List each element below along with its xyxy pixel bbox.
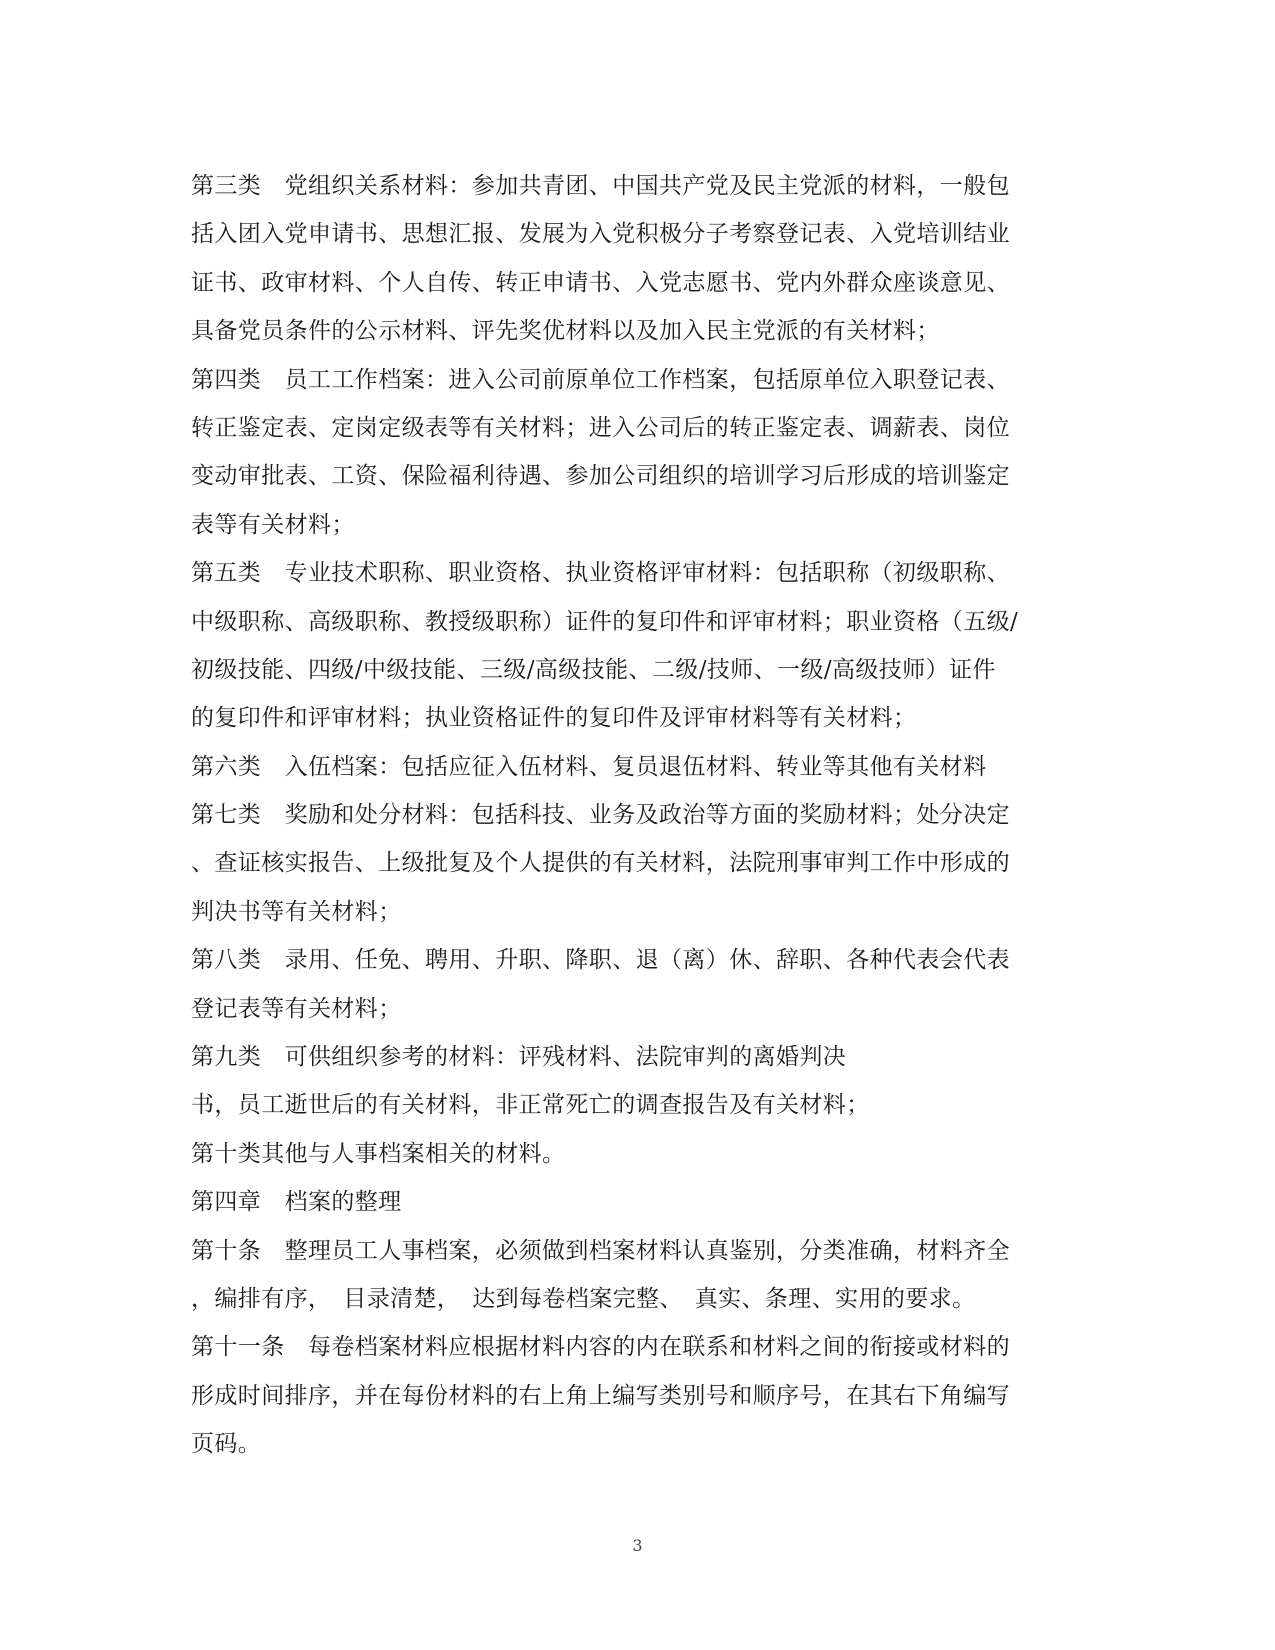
text-line: 第九类 可供组织参考的材料：评残材料、法院审判的离婚判决 — [191, 1044, 847, 1071]
text-line: 、查证核实报告、上级批复及个人提供的有关材料，法院刑事审判工作中形成的 — [191, 850, 1010, 877]
text-line: 第六类 入伍档案：包括应征入伍材料、复员退伍材料、转业等其他有关材料 — [191, 753, 987, 780]
text-line: 证书、政审材料、个人自传、转正申请书、入党志愿书、党内外群众座谈意见、 — [191, 269, 1010, 296]
text-line: 转正鉴定表、定岗定级表等有关材料；进入公司后的转正鉴定表、调薪表、岗位 — [191, 414, 1010, 441]
text-line: 第八类 录用、任免、聘用、升职、降职、退（离）休、辞职、各种代表会代表 — [191, 947, 1010, 974]
text-line: 的复印件和评审材料；执业资格证件的复印件及评审材料等有关材料； — [191, 705, 917, 732]
text-line: 变动审批表、工资、保险福利待遇、参加公司组织的培训学习后形成的培训鉴定 — [191, 463, 1010, 490]
text-line: 第十条 整理员工人事档案，必须做到档案材料认真鉴别，分类准确，材料齐全 — [191, 1237, 1010, 1264]
document-body — [191, 162, 1081, 1469]
text-line: 初级技能、四级/中级技能、三级/高级技能、二级/技师、一级/高级技师）证件 — [191, 656, 996, 683]
text-line: 中级职称、高级职称、教授级职称）证件的复印件和评审材料；职业资格（五级/ — [191, 608, 1019, 635]
text-line: 第七类 奖励和处分材料：包括科技、业务及政治等方面的奖励材料；处分决定 — [191, 802, 1010, 829]
page-number: 3 — [632, 1536, 643, 1555]
text-line: 具备党员条件的公示材料、评先奖优材料以及加入民主党派的有关材料； — [191, 318, 940, 345]
text-line: ，编排有序， 目录清楚， 达到每卷档案完整、 真实、条理、实用的要求。 — [191, 1285, 976, 1312]
text-line: 登记表等有关材料； — [191, 995, 402, 1022]
text-line: 第五类 专业技术职称、职业资格、执业资格评审材料：包括职称（初级职称、 — [191, 560, 1010, 587]
text-line: 第十类其他与人事档案相关的材料。 — [191, 1140, 566, 1167]
text-line: 第三类 党组织关系材料：参加共青团、中国共产党及民主党派的材料，一般包 — [191, 173, 1010, 199]
text-line: 页码。 — [191, 1431, 262, 1458]
text-line: 书，员工逝世后的有关材料，非正常死亡的调查报告及有关材料； — [191, 1092, 870, 1119]
text-line: 括入团入党申请书、思想汇报、发展为入党积极分子考察登记表、入党培训结业 — [191, 221, 1010, 248]
text-line: 第十一条 每卷档案材料应根据材料内容的内在联系和材料之间的衔接或材料的 — [191, 1334, 1010, 1361]
text-line: 形成时间排序，并在每份材料的右上角上编写类别号和顺序号，在其右下角编写 — [191, 1382, 1010, 1409]
chapter-heading: 第四章 档案的整理 — [191, 1189, 402, 1216]
text-line: 判决书等有关材料； — [191, 898, 402, 925]
text-line: 第四类 员工工作档案：进入公司前原单位工作档案，包括原单位入职登记表、 — [191, 366, 1010, 393]
text-line: 表等有关材料； — [191, 511, 355, 538]
